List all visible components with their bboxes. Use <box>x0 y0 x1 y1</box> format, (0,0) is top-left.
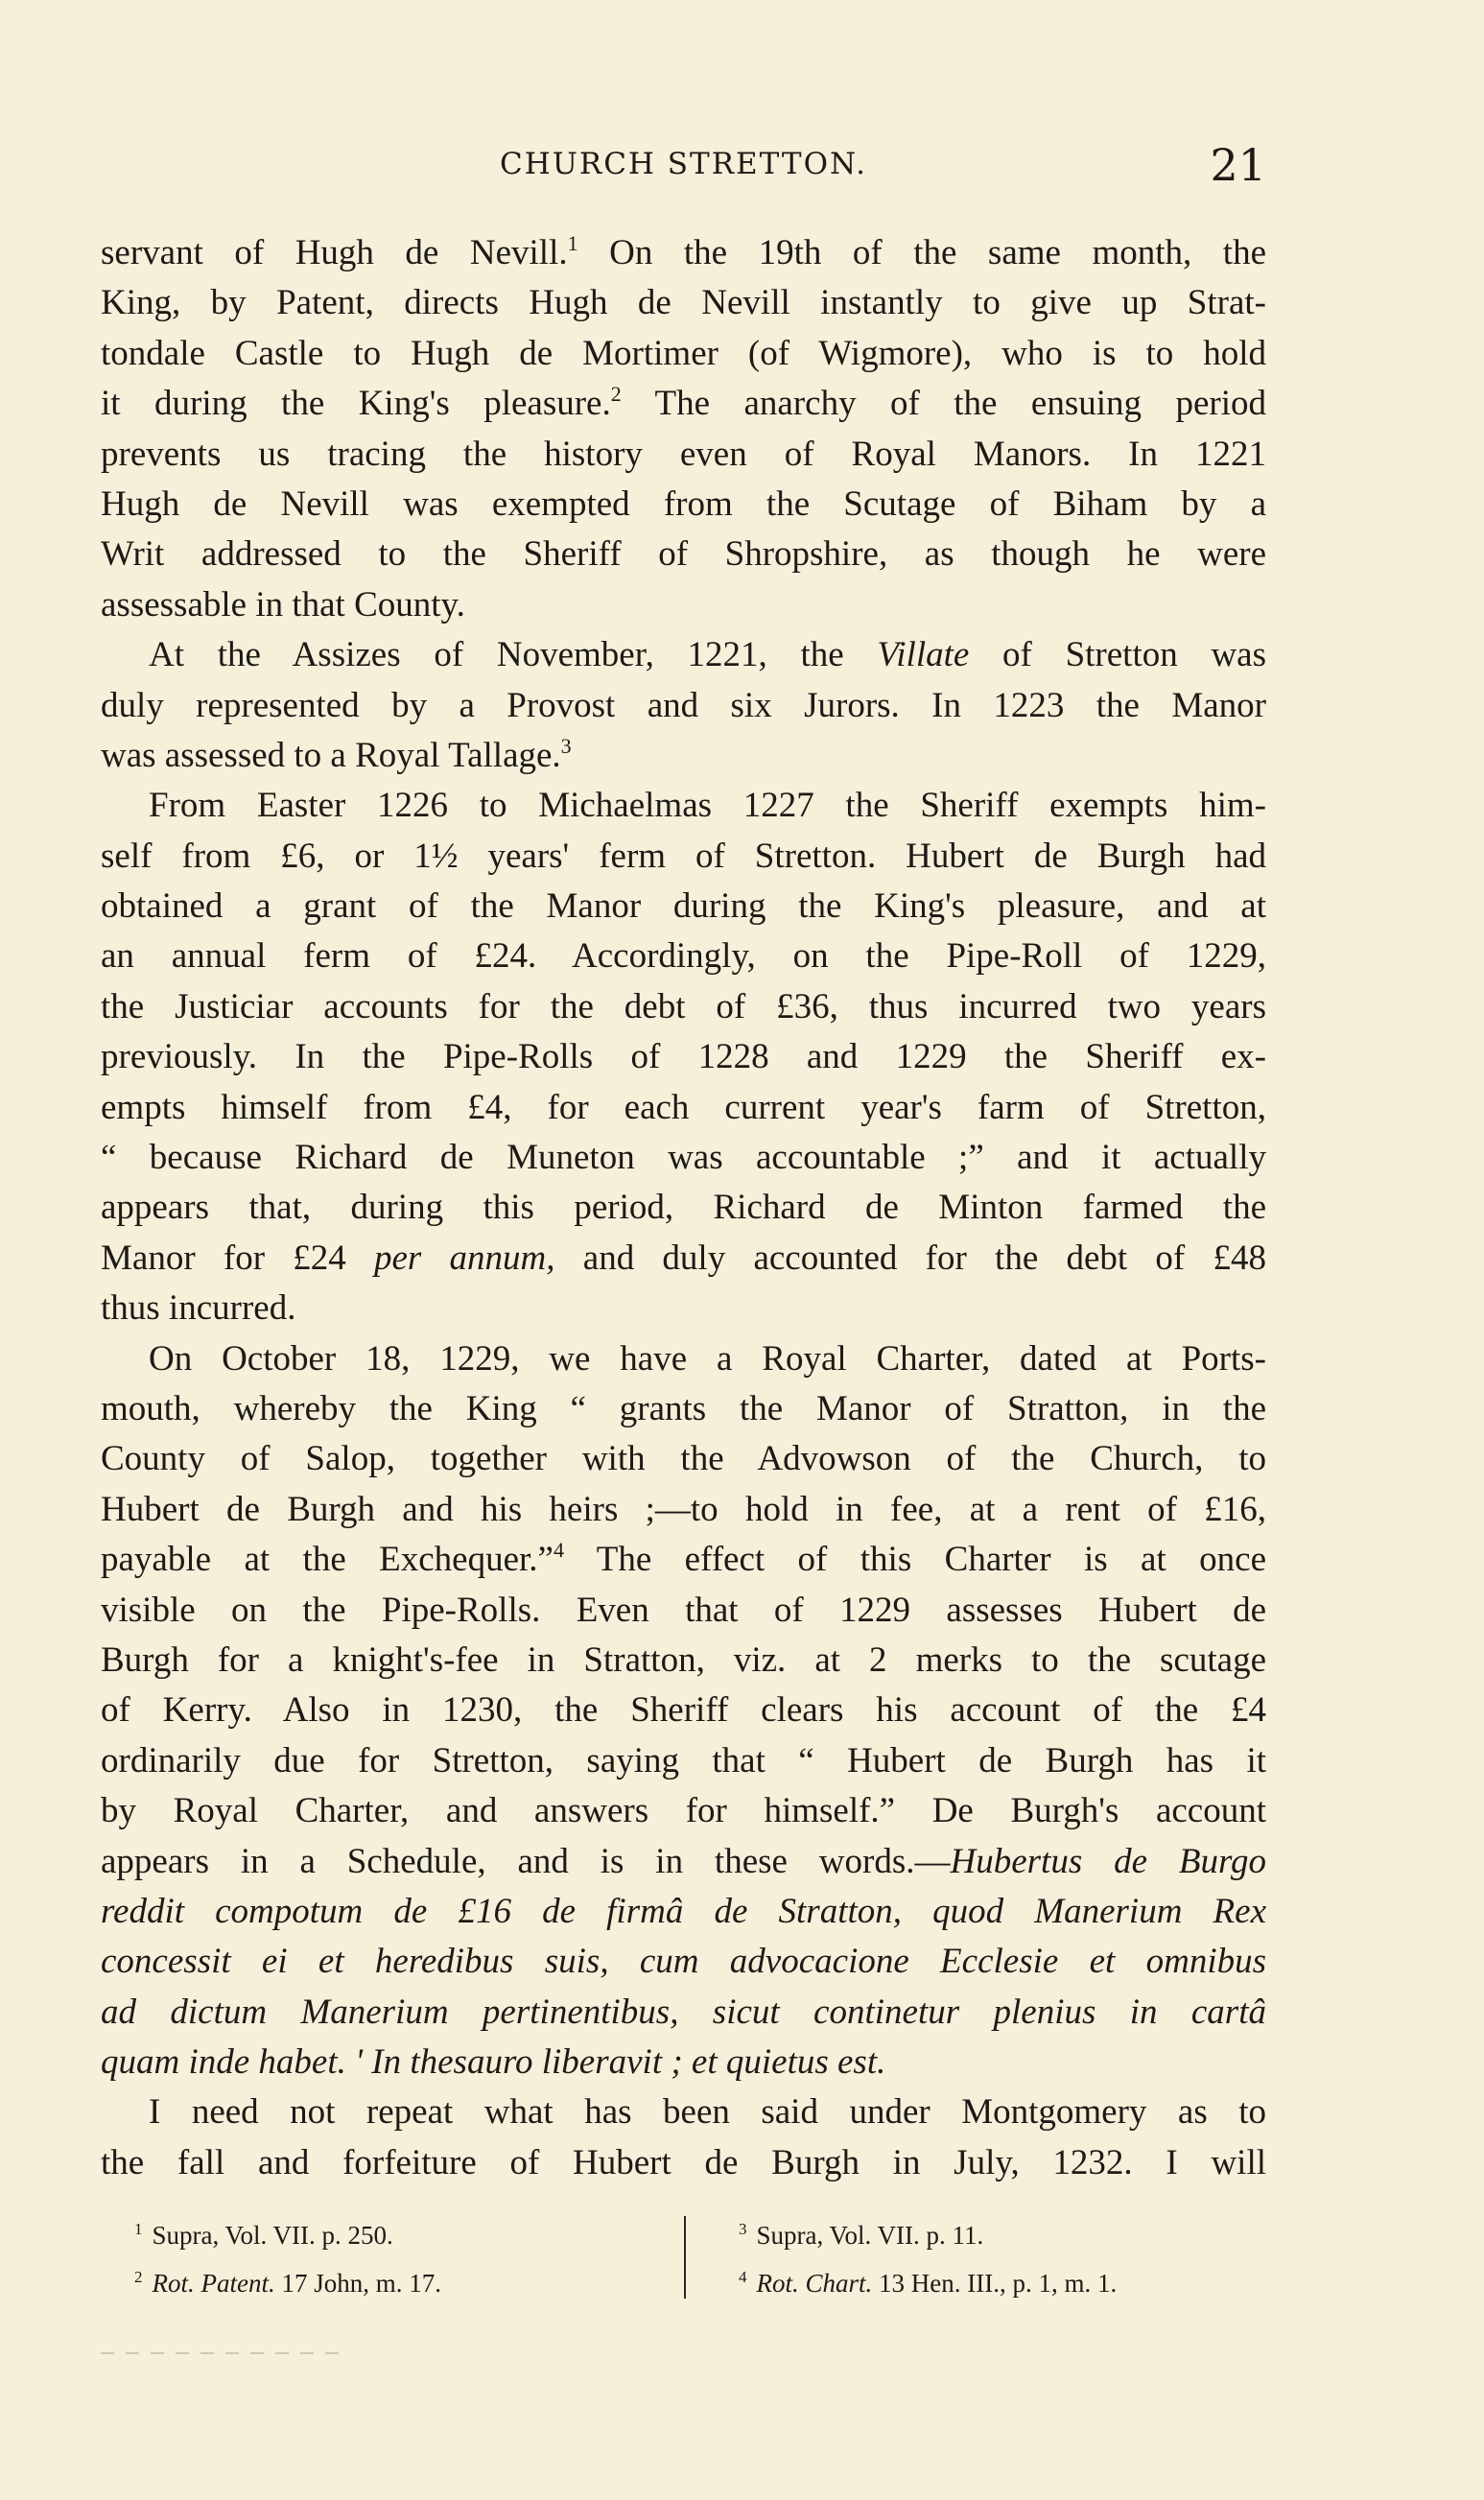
text-line: an annual ferm of £24. Accordingly, on the Pipe-Roll of 1229, <box>101 936 1266 977</box>
text-line: obtained a grant of the Manor during the King's pleasure, and at <box>101 886 1266 927</box>
text-line: I need not repeat what has been said under Montgomery as to <box>149 2092 1266 2133</box>
text-line: payable at the Exchequer.”$^4$ The effect of this Charter is at once <box>101 1538 1267 1580</box>
text-line: concessit ei et heredibus suis, cum advocacione Ecclesie et omnibus <box>101 1942 1266 1982</box>
footnote-ref: 2 <box>610 382 622 407</box>
footnote-2: $^2$ Rot. Patent. 17 John, m. 17. <box>134 2268 441 2298</box>
page-smudge <box>101 2352 350 2354</box>
text-line: tondale Castle to Hugh de Mortimer (of Wigmore), who is to hold <box>101 333 1266 373</box>
text-line: servant of Hugh de Nevill.$^1$ On the 19th of the same month, the <box>101 231 1266 272</box>
text-line: prevents us tracing the history even of Royal Manors. In 1221 <box>101 434 1266 474</box>
text-line: Manor for £24 per annum, and duly accounted for the debt of £48 <box>101 1238 1266 1278</box>
footnote-ref: 3 <box>560 733 572 758</box>
text-line: reddit compotum de £16 de firmâ de Stratton, quod Manerium Rex <box>101 1891 1266 1931</box>
text-line: the Justiciar accounts for the debt of £36, thus incurred two years <box>101 986 1266 1026</box>
text-line: appears that, during this period, Richard de Minton farmed the <box>101 1188 1266 1228</box>
text-line: County of Salop, together with the Advowson of the Church, to <box>101 1439 1266 1479</box>
page-number: 21 <box>1210 139 1266 191</box>
footnotes <box>101 2208 1266 2298</box>
running-title: CHURCH STRETTON. <box>499 147 868 181</box>
text-line: Burgh for a knight's-fee in Stratton, viz. at 2 merks to the scutage <box>101 1639 1266 1680</box>
footnote-column-right <box>739 2208 1117 2304</box>
text-line: Hubert de Burgh and his heirs ;—to hold in fee, at a rent of £16, <box>101 1489 1266 1529</box>
text-line: thus incurred. <box>101 1288 296 1329</box>
text-line: Hugh de Nevill was exempted from the Scutage of Biham by a <box>101 483 1266 524</box>
footnote-divider <box>684 2216 686 2299</box>
text-line: by Royal Charter, and answers for himself.” De Burgh's account <box>101 1791 1266 1831</box>
text-line: of Kerry. Also in 1230, the Sheriff clears his account of the £4 <box>101 1690 1266 1731</box>
footnote-4: $^4$ Rot. Chart. 13 Hen. III., p. 1, m. 1. <box>739 2268 1118 2298</box>
text-line: self from £6, or 1½ years' ferm of Stretton. Hubert de Burgh had <box>101 836 1266 876</box>
text-line: ordinarily due for Stretton, saying that “ Hubert de Burgh has it <box>101 1740 1266 1781</box>
text-line: it during the King's pleasure.$^2$ The anarchy of the ensuing period <box>101 382 1266 424</box>
footnote-1: $^1$ Supra, Vol. VII. p. 250. <box>134 2220 393 2250</box>
text-line: the fall and forfeiture of Hubert de Burgh in July, 1232. I will <box>101 2142 1266 2182</box>
text-line: previously. In the Pipe-Rolls of 1228 and 1229 the Sheriff ex- <box>101 1037 1266 1077</box>
text-line: was assessed to a Royal Tallage.$^3$ <box>101 733 572 775</box>
text-line: appears in a Schedule, and is in these words.—Hubertus de Burgo <box>101 1841 1266 1881</box>
main-text <box>101 228 1266 2188</box>
text-line: “ because Richard de Muneton was accountable ;” and it actually <box>101 1138 1266 1178</box>
text-line: King, by Patent, directs Hugh de Nevill instantly to give up Strat- <box>101 283 1266 323</box>
text-line: mouth, whereby the King “ grants the Manor of Stratton, in the <box>101 1388 1266 1428</box>
page-header <box>101 139 1266 197</box>
text-line: empts himself from £4, for each current year's farm of Stretton, <box>101 1087 1266 1127</box>
text-line: Writ addressed to the Sheriff of Shropshire, as though he were <box>101 534 1266 575</box>
text-line: From Easter 1226 to Michaelmas 1227 the Sheriff exempts him- <box>149 786 1266 826</box>
footnote-ref: 4 <box>553 1538 564 1563</box>
text-line: assessable in that County. <box>101 584 465 625</box>
text-line: visible on the Pipe-Rolls. Even that of 1229 assesses Hubert de <box>101 1590 1266 1630</box>
text-line: At the Assizes of November, 1221, the Villate of Stretton was <box>149 635 1266 675</box>
text-line: ad dictum Manerium pertinentibus, sicut continetur plenius in cartâ <box>101 1992 1266 2032</box>
text-line: duly represented by a Provost and six Jurors. In 1223 the Manor <box>101 685 1266 725</box>
text-line: On October 18, 1229, we have a Royal Charter, dated at Ports- <box>149 1338 1266 1379</box>
footnote-3: $^3$ Supra, Vol. VII. p. 11. <box>739 2220 984 2250</box>
text-line: quam inde habet. ' In thesauro liberavit ; et quietus est. <box>101 2042 886 2083</box>
footnote-ref: 1 <box>567 231 578 255</box>
footnote-column-left <box>134 2208 441 2304</box>
